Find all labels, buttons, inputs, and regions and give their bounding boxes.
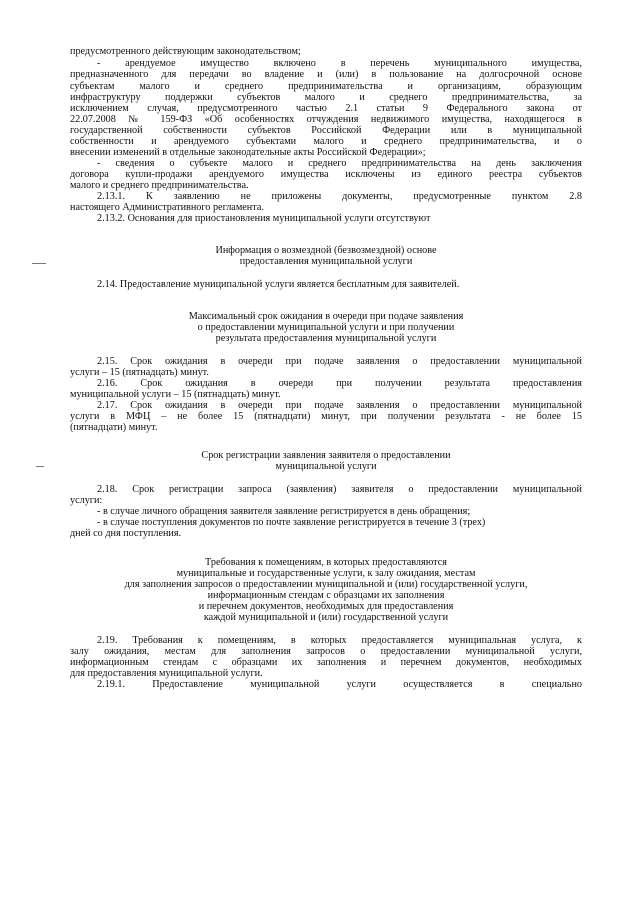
text-line: внесении изменений в отдельные законодательные акты Российской Федерации»; xyxy=(70,147,426,158)
section-heading: результата предоставления муниципальной услуги xyxy=(215,333,437,344)
text-line: 2.16. Срок ожидания в очереди при получении результата предоставления xyxy=(97,378,582,389)
text-line: - в случае личного обращения заявителя заявление регистрируется в день обращения; xyxy=(97,506,471,517)
text-line: собственности и арендуемого субъектами малого и среднего предпринимательства, и о xyxy=(70,136,582,147)
text-line: государственной собственности субъектов Российской Федерации или в муниципальной xyxy=(70,125,582,136)
text-line: - в случае поступления документов по почте заявление регистрируется в течение 3 (трех) xyxy=(97,517,486,528)
section-heading: Информация о возмездной (безвозмездной) основе xyxy=(215,245,437,256)
section-heading: Максимальный срок ожидания в очереди при подаче заявления xyxy=(188,311,464,322)
text-line: муниципальной услуги – 15 (пятнадцать) минут. xyxy=(70,389,281,400)
text-line: 2.14. Предоставление муниципальной услуги является бесплатным для заявителей. xyxy=(97,279,460,290)
text-line: малого и среднего предпринимательства. xyxy=(70,180,249,191)
text-line: - сведения о субъекте малого и среднего предпринимательства на день заключения xyxy=(97,158,582,169)
text-line: 2.18. Срок регистрации запроса (заявления) заявителя о предоставлении муниципальной xyxy=(97,484,582,495)
text-line: (пятнадцати) минут. xyxy=(70,422,158,433)
margin-mark xyxy=(32,263,46,264)
text-line: 2.13.1. К заявлению не приложены документы, предусмотренные пунктом 2.8 xyxy=(97,191,582,202)
section-heading: предоставления муниципальной услуги xyxy=(239,256,413,267)
section-heading: для заполнения запросов о предоставлении муниципальной и (или) государственной услуги, xyxy=(124,579,528,590)
text-line: 2.19. Требования к помещениям, в которых предоставляется муниципальная услуга, к xyxy=(97,635,582,646)
text-line: субъектам малого и среднего предпринимательства и организациям, образующим xyxy=(70,81,582,92)
text-line: инфраструктуру поддержки субъектов малого и среднего предпринимательства, за xyxy=(70,92,582,103)
text-line: 2.17. Срок ожидания в очереди при подаче заявления о предоставлении муниципальной xyxy=(97,400,582,411)
section-heading: муниципальные и государственные услуги, к залу ожидания, местам xyxy=(176,568,476,579)
text-line: предназначенного для передачи во владение и (или) в пользование на долгосрочной основе xyxy=(70,69,582,80)
text-line: для предоставления муниципальной услуги. xyxy=(70,668,263,679)
text-line: услуги в МФЦ – не более 15 (пятнадцати) минут, при получении результата - не более 15 xyxy=(70,411,582,422)
text-line: 2.13.2. Основания для приостановления муниципальной услуги отсутствуют xyxy=(97,213,431,224)
text-line: услуги – 15 (пятнадцать) минут. xyxy=(70,367,209,378)
section-heading: каждой муниципальной и (или) государственной услуги xyxy=(203,612,449,623)
section-heading: муниципальной услуги xyxy=(275,461,377,472)
text-line: исключением случая, предусмотренного частью 2.1 статьи 9 Федерального закона от xyxy=(70,103,582,114)
margin-mark xyxy=(36,466,44,467)
section-heading: о предоставлении муниципальной услуги и при получении xyxy=(197,322,455,333)
text-line: 2.15. Срок ожидания в очереди при подаче заявления о предоставлении муниципальной xyxy=(97,356,582,367)
section-heading: и перечнем документов, необходимых для предоставления xyxy=(198,601,454,612)
text-line: услуги: xyxy=(70,495,103,506)
section-heading: Срок регистрации заявления заявителя о предоставлении xyxy=(201,450,451,461)
section-heading: Требования к помещениям, в которых предоставляются xyxy=(205,557,447,568)
text-line: информационным стендам с образцами их заполнения и перечнем документов, необходимых xyxy=(70,657,582,668)
section-heading: информационным стендам с образцами их заполнения xyxy=(207,590,445,601)
text-line: залу ожидания, местам для заполнения запросов о предоставлении муниципальной услуги, xyxy=(70,646,582,657)
text-line: - арендуемое имущество включено в перечень муниципального имущества, xyxy=(97,58,582,69)
text-line: договора купли-продажи арендуемого имущества исключены из единого реестра субъектов xyxy=(70,169,582,180)
text-line: дней со дня поступления. xyxy=(70,528,182,539)
text-line: 2.19.1. Предоставление муниципальной услуги осуществляется в специально xyxy=(97,679,582,690)
text-line: 22.07.2008 № 159-ФЗ «Об особенностях отчуждения недвижимого имущества, находящегося в xyxy=(70,114,582,125)
text-line: предусмотренного действующим законодательством; xyxy=(70,46,301,57)
text-line: настоящего Административного регламента. xyxy=(70,202,264,213)
